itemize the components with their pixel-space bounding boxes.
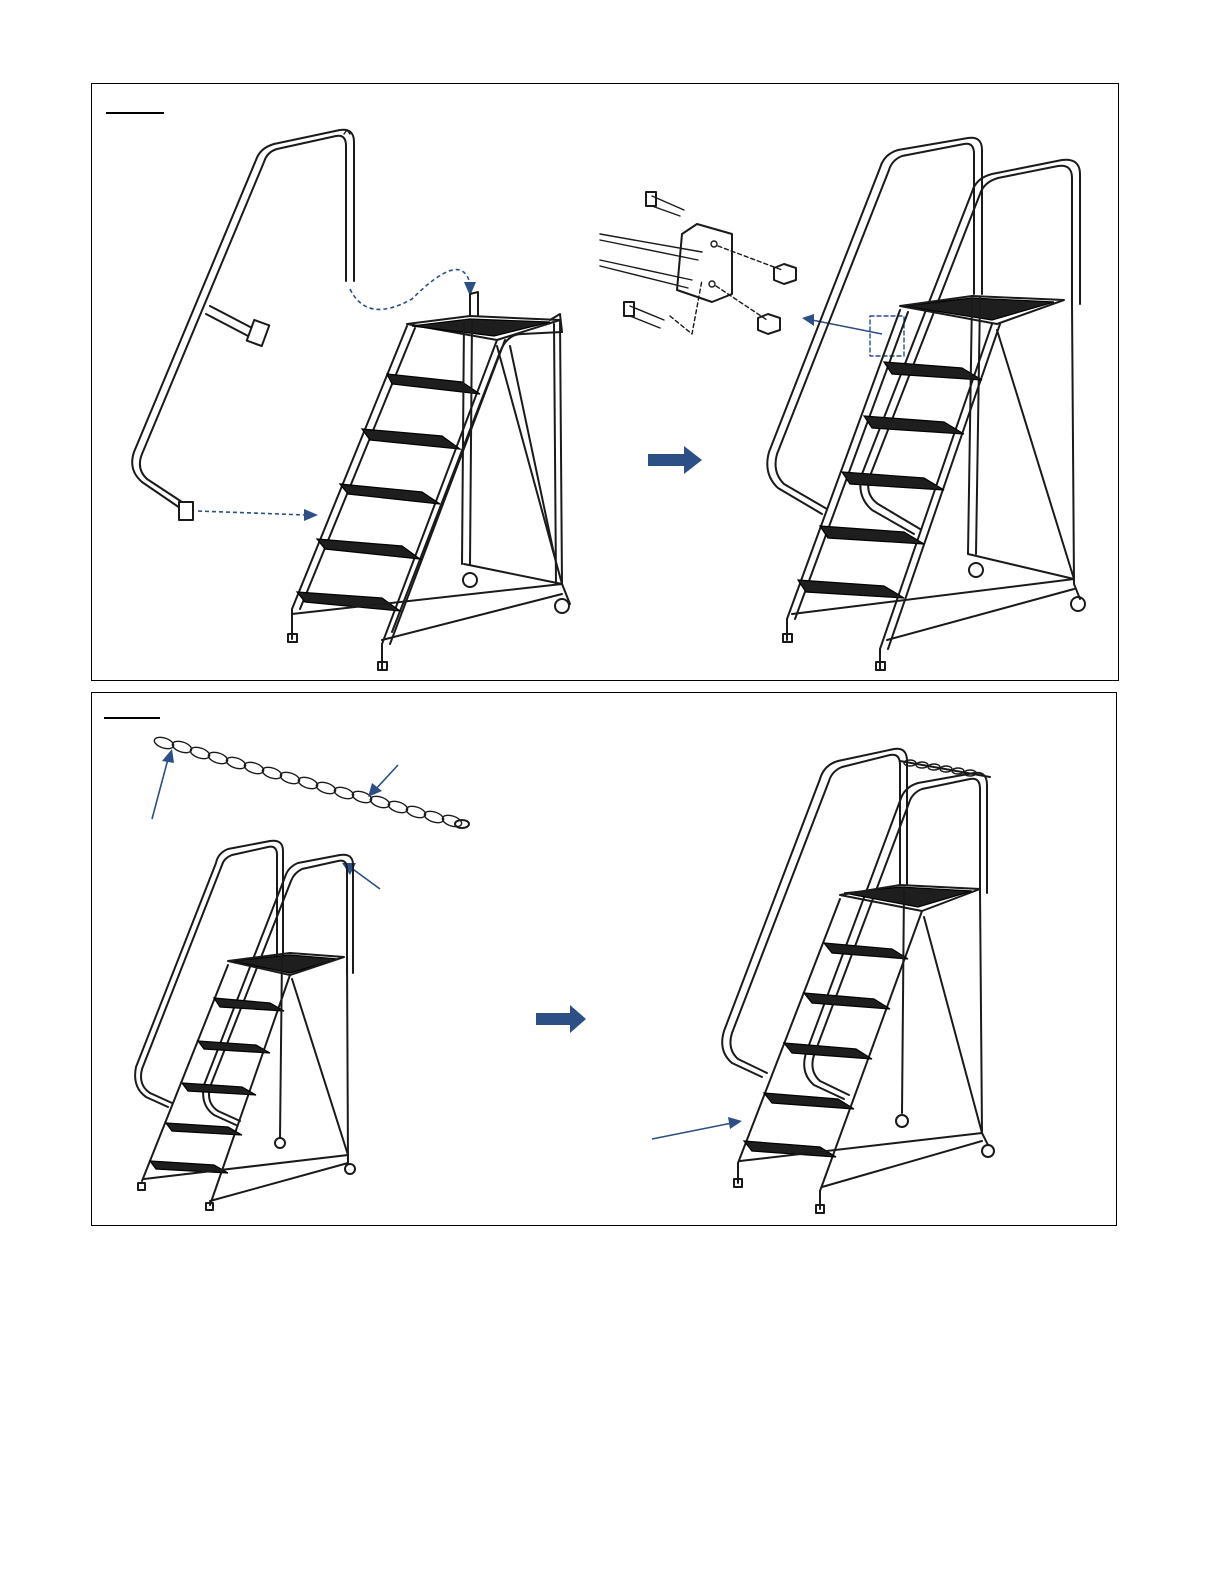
panel-1-illustration <box>92 84 1118 680</box>
step-panel-1 <box>91 83 1119 681</box>
ladder-with-handrails-icon <box>135 841 355 1210</box>
handrail-part-icon <box>132 130 354 520</box>
ladder-assembled-icon <box>767 138 1085 670</box>
bolt-nut-detail-icon <box>600 192 904 356</box>
next-step-arrow-icon <box>648 446 702 474</box>
safety-chain-icon <box>153 735 469 829</box>
dashed-guide-arrow-icon <box>198 270 476 521</box>
next-step-arrow-icon <box>536 1005 586 1033</box>
step-panel-2 <box>91 692 1117 1226</box>
panel-2-illustration <box>92 693 1116 1225</box>
ladder-with-chain-icon <box>722 749 994 1213</box>
rolling-ladder-icon <box>288 292 570 670</box>
callout-arrow-icon <box>152 749 742 1139</box>
